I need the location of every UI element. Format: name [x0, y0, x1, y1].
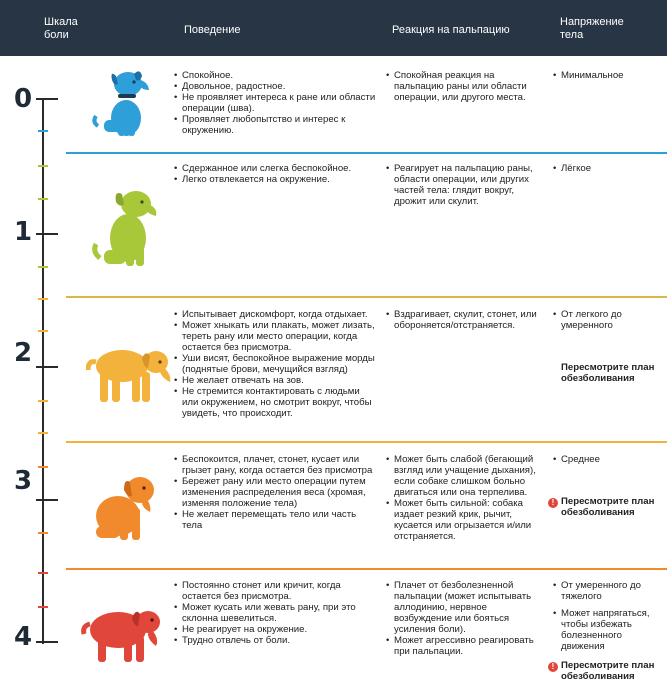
dog-icon-level-1 — [90, 184, 168, 270]
scale-minor-tick — [38, 532, 48, 534]
list-item: • Испытывает дискомфорт, когда отдыхает. — [174, 309, 378, 320]
scale-minor-tick — [38, 130, 48, 132]
row-3-behavior — [174, 454, 378, 531]
row-2-warning — [561, 362, 665, 384]
pain-scale-axis — [42, 98, 44, 644]
scale-major-tick — [36, 499, 58, 501]
list-item: • Может напрягаться, чтобы избежать болезненного движения — [553, 608, 663, 652]
scale-minor-tick — [38, 165, 48, 167]
dog-icon-level-2 — [86, 332, 178, 408]
list-item: • От легкого до умеренного — [553, 309, 663, 331]
list-item: • Беспокоится, плачет, стонет, кусает или грызет рану, когда остается без присмотра — [174, 454, 378, 476]
list-item: • Среднее — [553, 454, 663, 465]
scale-major-tick — [36, 233, 58, 235]
list-item: • Сдержанное или слегка беспокойное. — [174, 163, 378, 174]
header-scale: Шкала боли — [44, 16, 78, 41]
scale-major-tick — [36, 98, 58, 100]
table-header — [0, 0, 667, 56]
list-item: • Может хныкать или плакать, может лизать, тереть рану или место операции, когда остается без присмотра. — [174, 320, 378, 353]
scale-minor-tick — [38, 432, 48, 434]
row-divider-2 — [66, 441, 667, 443]
alert-icon: ! — [548, 662, 558, 672]
list-item: • Может агрессивно реагировать при пальпации. — [386, 635, 546, 657]
row-2-palpation — [386, 309, 546, 331]
header-palpation: Реакция на пальпацию — [392, 24, 510, 36]
scale-minor-tick — [38, 330, 48, 332]
header-tension: Напряжение тела — [560, 16, 624, 41]
row-1-tension — [553, 163, 663, 174]
row-3-warning-text: Пересмотрите план обезболивания — [561, 496, 655, 518]
list-item: • Может быть сильной: собака издает резкий крик, рычит, кусается или огрызается и/или отстраняется. — [386, 498, 546, 542]
list-item: • Уши висят, беспокойное выражение морды (поднятые брови, мечущийся взгляд) — [174, 353, 378, 375]
scale-label-1: 1 — [14, 217, 33, 247]
scale-minor-tick — [38, 198, 48, 200]
scale-major-tick — [36, 641, 58, 643]
scale-minor-tick — [38, 572, 48, 574]
list-item: • Легко отвлекается на окружение. — [174, 174, 378, 185]
alert-icon: ! — [548, 498, 558, 508]
row-divider-0 — [66, 152, 667, 154]
row-1-palpation — [386, 163, 546, 207]
header-behavior: Поведение — [184, 24, 241, 36]
scale-major-tick — [36, 366, 58, 368]
list-item: • Трудно отвлечь от боли. — [174, 635, 378, 646]
row-3-warning — [551, 496, 665, 518]
scale-minor-tick — [38, 298, 48, 300]
row-4-tension — [553, 580, 663, 652]
scale-label-2: 2 — [14, 338, 33, 368]
list-item: • Не стремится контактировать с людьми или окружением, но смотрит вокруг, чтобы увидеть, что происходит. — [174, 386, 378, 419]
list-item: • Бережет рану или место операции путем изменения распределения веса (хромая, изменяя положение тела) — [174, 476, 378, 509]
list-item: • Не реагирует на окружение. — [174, 624, 378, 635]
row-4-palpation — [386, 580, 546, 657]
row-4-warning-text: Пересмотрите план обезболивания — [561, 660, 655, 682]
list-item: • Может быть слабой (бегающий взгляд или учащение дыхания), если собаке слишком больно двигаться или она терпелива. — [386, 454, 546, 498]
scale-minor-tick — [38, 400, 48, 402]
list-item: • Постоянно стонет или кричит, когда остается без присмотра. — [174, 580, 378, 602]
list-item: • Может кусать или жевать рану, при это склонна шевелиться. — [174, 602, 378, 624]
row-2-tension — [553, 309, 663, 331]
list-item: • Проявляет любопытство и интерес к окружению. — [174, 114, 378, 136]
row-4-warning — [551, 660, 665, 682]
row-0-tension — [553, 70, 663, 81]
list-item: • Вздрагивает, скулит, стонет, или обороняется/отстраняется. — [386, 309, 546, 331]
row-3-palpation — [386, 454, 546, 542]
row-divider-3 — [66, 568, 667, 570]
list-item: • Не проявляет интереса к ране или области операции (шва). — [174, 92, 378, 114]
row-divider-1 — [66, 296, 667, 298]
list-item: • Минимальное — [553, 70, 663, 81]
scale-label-4: 4 — [14, 622, 33, 652]
row-3-tension — [553, 454, 663, 465]
row-2-behavior — [174, 309, 378, 419]
list-item: • Спокойная реакция на пальпацию раны или области операции, или другого места. — [386, 70, 546, 103]
list-item: • Довольное, радостное. — [174, 81, 378, 92]
list-item: • Реагирует на пальпацию раны, области операции, или других частей тела: глядит вокруг, дрожит или скулит. — [386, 163, 546, 207]
dog-icon-level-4 — [80, 596, 170, 666]
list-item: • Спокойное. — [174, 70, 378, 81]
scale-label-3: 3 — [14, 466, 33, 496]
scale-minor-tick — [38, 266, 48, 268]
dog-icon-level-0 — [88, 68, 158, 140]
list-item: • Не желает перемещать тело или часть тела — [174, 509, 378, 531]
list-item: • Плачет от безболезненной пальпации (может испытывать аллодинию, нервное возбуждение или бояться усиления боли). — [386, 580, 546, 635]
row-0-behavior — [174, 70, 378, 136]
row-2-warning-text: Пересмотрите план обезболивания — [561, 362, 655, 384]
list-item: • Лёгкое — [553, 163, 663, 174]
row-1-behavior — [174, 163, 378, 185]
dog-icon-level-3 — [86, 468, 166, 544]
scale-label-0: 0 — [14, 84, 33, 114]
row-0-palpation — [386, 70, 546, 103]
row-4-behavior — [174, 580, 378, 646]
scale-minor-tick — [38, 466, 48, 468]
list-item: • Не желает отвечать на зов. — [174, 375, 378, 386]
scale-minor-tick — [38, 606, 48, 608]
list-item: • От умеренного до тяжелого — [553, 580, 663, 602]
